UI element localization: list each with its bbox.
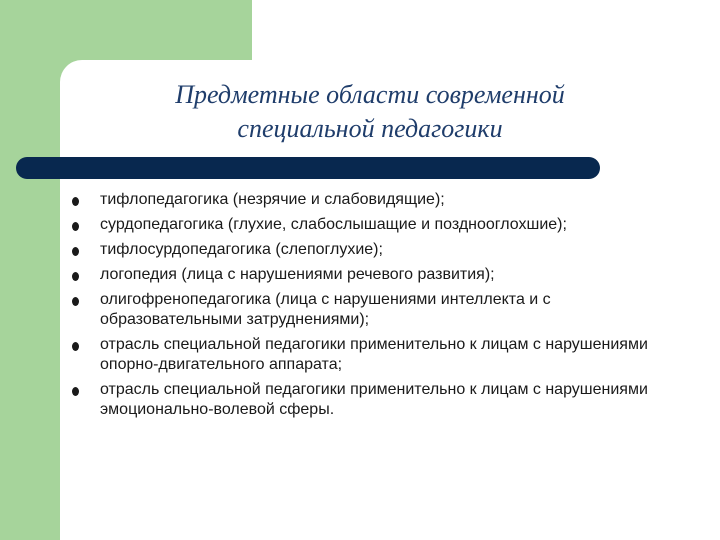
list-item: [72, 265, 667, 285]
list-item-text: тифлопедагогика (незрячие и слабовидящие);: [100, 191, 445, 208]
list-item-text: тифлосурдопедагогика (слепоглухие);: [100, 241, 383, 258]
list-item: [72, 335, 667, 375]
list-item: [72, 190, 667, 210]
bullet-icon: [72, 247, 79, 256]
slide-title-line-1: Предметные области современной: [175, 80, 565, 109]
list-item-text: олигофренопедагогика (лица с нарушениями интеллекта и с образовательными затруднениями);: [100, 291, 551, 328]
bullet-list: [72, 190, 667, 425]
bullet-icon: [72, 197, 79, 206]
list-item: [72, 215, 667, 235]
list-item-text: логопедия (лица с нарушениями речевого развития);: [100, 266, 495, 283]
bullet-icon: [72, 222, 79, 231]
green-decor-side: [0, 0, 60, 540]
title-divider-bar: [16, 157, 600, 179]
bullet-icon: [72, 342, 79, 351]
list-item-text: отрасль специальной педагогики применительно к лицам с нарушениями эмоционально-волевой сферы.: [100, 381, 648, 418]
slide-title-line-2: специальной педагогики: [237, 114, 503, 143]
list-item-text: отрасль специальной педагогики применительно к лицам с нарушениями опорно-двигательного аппарата;: [100, 336, 648, 373]
list-item: [72, 240, 667, 260]
list-item-text: сурдопедагогика (глухие, слабослышащие и позднооглохшие);: [100, 216, 567, 233]
bullet-icon: [72, 387, 79, 396]
list-item: [72, 380, 667, 420]
bullet-icon: [72, 297, 79, 306]
bullet-icon: [72, 272, 79, 281]
slide-title: [100, 78, 640, 146]
list-item: [72, 290, 667, 330]
